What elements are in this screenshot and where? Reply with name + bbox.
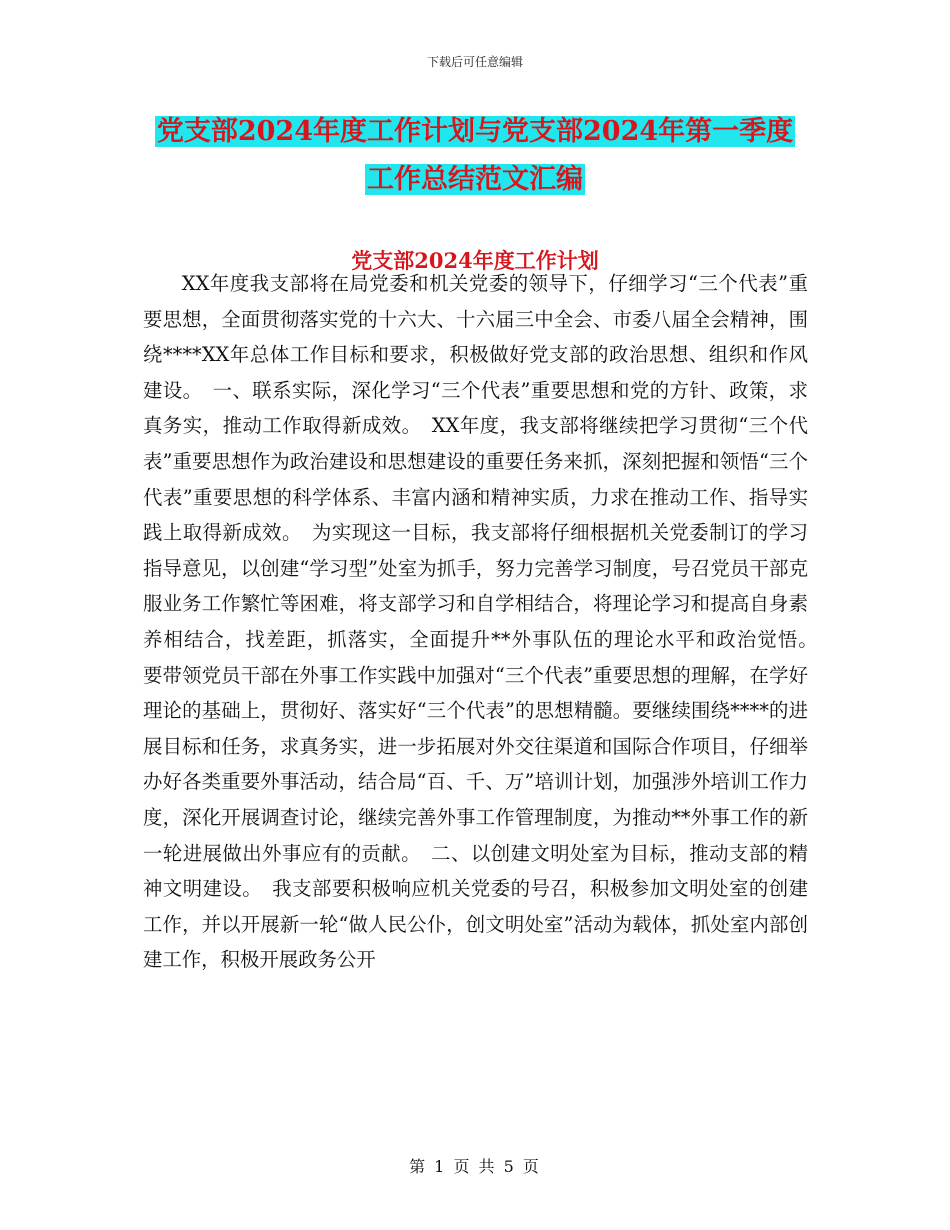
section-heading: 党支部2024年度工作计划 bbox=[351, 248, 599, 273]
header-note: 下载后可任意编辑 bbox=[426, 55, 523, 69]
page-footer: 第 1 页 共 5 页 bbox=[409, 1157, 541, 1176]
title-line-1: 党支部2024年度工作计划与党支部2024年第一季度 bbox=[156, 116, 794, 147]
body-paragraph: XX年度我支部将在局党委和机关党委的领导下，仔细学习“三个代表”重要思想，全面贯彻落实党的十六大、十六届三中全会、市委八届全会精神，围绕****XX年总体工作目标和要求，积极做好党支部的政治思想、组织和作风建设。 一、联系实际，深化学习“三个代表”重要思想和党的方针、政策，求真务实，推动工作取得新成效。 XX年度，我支部将继续把学习贯彻“三个代表”重要思想作为政治建设和思想建设的重要任务来抓，深刻把握和领悟“三个代表”重要思想的科学体系、丰富内涵和精神实质，力求在推动工作、指导实践上取得新成效。 为实现这一目标，我支部将仔细根据机关党委制订的学习指导意见，以创建“学习型”处室为抓手，努力完善学习制度，号召党员干部克服业务工作繁忙等困难，将支部学习和自学相结合，将理论学习和提高自身素养相结合，找差距，抓落实，全面提升**外事队伍的理论水平和政治觉悟。 要带领党员干部在外事工作实践中加强对“三个代表”重要思想的理解，在学好理论的基础上，贯彻好、落实好“三个代表”的思想精髓。要继续围绕****的进展目标和任务，求真务实，进一步拓展对外交往渠道和国际合作项目，仔细举办好各类重要外事活动，结合局“百、千、万”培训计划，加强涉外培训工作力度，深化开展调查讨论，继续完善外事工作管理制度，为推动**外事工作的新一轮进展做出外事应有的贡献。 二、以创建文明处室为目标，推动支部的精神文明建设。 我支部要积极响应机关党委的号召，积极参加文明处室的创建工作，并以开展新一轮“做人民公仆，创文明处室”活动为载体，抓处室内部创建工作，积极开展政务公开 bbox=[143, 272, 828, 972]
title-line-2: 工作总结范文汇编 bbox=[367, 164, 583, 195]
document-title bbox=[0, 108, 950, 204]
